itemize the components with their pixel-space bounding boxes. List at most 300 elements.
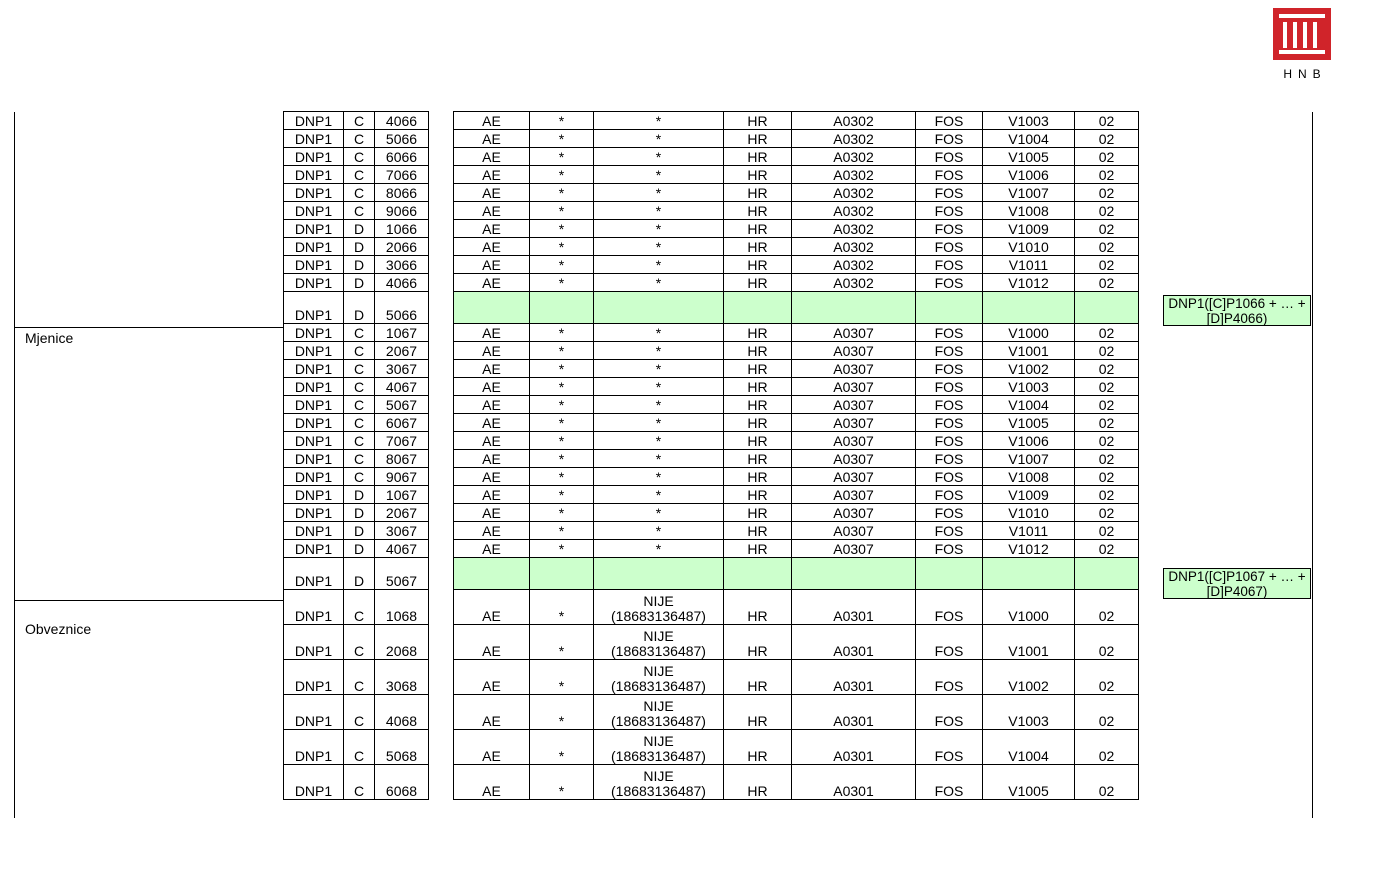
wildcard-cell: *	[530, 765, 594, 800]
table-row	[454, 765, 1139, 800]
sector-cell: AE	[454, 450, 530, 468]
wildcard-cell: *	[594, 450, 724, 468]
form-code-cell: DNP1	[284, 765, 344, 800]
position-code-cell: 1068	[375, 590, 429, 625]
wildcard-cell: *	[594, 414, 724, 432]
side-cell: D	[344, 256, 375, 274]
frame-right-border	[1312, 112, 1313, 818]
maturity-cell: 02	[1075, 432, 1139, 450]
table-row	[454, 432, 1139, 450]
empty-total-cell	[1075, 292, 1139, 324]
total-row	[454, 292, 1139, 324]
type-cell: FOS	[916, 112, 983, 130]
position-code-cell: 7066	[375, 166, 429, 184]
side-cell: C	[344, 184, 375, 202]
issuer-id-line: (18683136487)	[611, 713, 706, 729]
wildcard-cell: *	[594, 148, 724, 166]
type-cell: FOS	[916, 590, 983, 625]
maturity-cell: 02	[1075, 540, 1139, 558]
type-cell: FOS	[916, 468, 983, 486]
country-cell: HR	[724, 324, 792, 342]
position-code-cell: 5067	[375, 558, 429, 590]
empty-total-cell	[530, 292, 594, 324]
type-cell: FOS	[916, 256, 983, 274]
form-code-cell: DNP1	[284, 558, 344, 590]
form-code-cell: DNP1	[284, 360, 344, 378]
table-row	[454, 148, 1139, 166]
empty-total-cell	[1075, 558, 1139, 590]
maturity-cell: 02	[1075, 324, 1139, 342]
wildcard-cell: *	[530, 468, 594, 486]
issuer-line: NIJE	[643, 628, 674, 644]
form-code-cell: DNP1	[284, 324, 344, 342]
wildcard-cell: *	[594, 342, 724, 360]
issuer-line: NIJE	[643, 733, 674, 749]
table-row	[284, 450, 429, 468]
position-code-cell: 2066	[375, 238, 429, 256]
side-cell: C	[344, 396, 375, 414]
side-cell: C	[344, 660, 375, 695]
side-cell: C	[344, 625, 375, 660]
currency-cell: V1003	[983, 378, 1075, 396]
sector-cell: AE	[454, 730, 530, 765]
table-row	[284, 765, 429, 800]
instrument-cell: A0307	[792, 378, 916, 396]
wildcard-cell: *	[530, 112, 594, 130]
form-code-cell: DNP1	[284, 540, 344, 558]
sector-cell: AE	[454, 112, 530, 130]
maturity-cell: 02	[1075, 450, 1139, 468]
side-cell: C	[344, 166, 375, 184]
wildcard-cell: *	[530, 130, 594, 148]
table-row	[284, 378, 429, 396]
maturity-cell: 02	[1075, 468, 1139, 486]
currency-cell: V1006	[983, 432, 1075, 450]
form-code-cell: DNP1	[284, 274, 344, 292]
maturity-cell: 02	[1075, 396, 1139, 414]
total-row	[284, 292, 429, 324]
type-cell: FOS	[916, 450, 983, 468]
sector-cell: AE	[454, 148, 530, 166]
table-row	[284, 256, 429, 274]
currency-cell: V1002	[983, 360, 1075, 378]
country-cell: HR	[724, 450, 792, 468]
table-row	[284, 432, 429, 450]
wildcard-cell: *	[594, 486, 724, 504]
table-row	[454, 540, 1139, 558]
maturity-cell: 02	[1075, 660, 1139, 695]
table-row	[454, 130, 1139, 148]
instrument-cell: A0302	[792, 148, 916, 166]
form-code-cell: DNP1	[284, 486, 344, 504]
wildcard-cell: *	[594, 324, 724, 342]
side-cell: C	[344, 342, 375, 360]
maturity-cell: 02	[1075, 148, 1139, 166]
maturity-cell: 02	[1075, 765, 1139, 800]
side-cell: C	[344, 590, 375, 625]
wildcard-cell: *	[530, 148, 594, 166]
wildcard-cell: *	[594, 112, 724, 130]
table-row	[284, 468, 429, 486]
instrument-cell: A0302	[792, 184, 916, 202]
position-code-cell: 9067	[375, 468, 429, 486]
instrument-cell: A0301	[792, 695, 916, 730]
wildcard-cell: *	[594, 504, 724, 522]
type-cell: FOS	[916, 220, 983, 238]
wildcard-cell: *	[530, 378, 594, 396]
country-cell: HR	[724, 360, 792, 378]
country-cell: HR	[724, 522, 792, 540]
position-code-cell: 4066	[375, 274, 429, 292]
sector-cell: AE	[454, 342, 530, 360]
sector-cell: AE	[454, 590, 530, 625]
total-row	[284, 558, 429, 590]
currency-cell: V1004	[983, 130, 1075, 148]
wildcard-cell: *	[530, 342, 594, 360]
issuer-cell	[594, 625, 724, 660]
table-row	[454, 660, 1139, 695]
position-code-cell: 4067	[375, 540, 429, 558]
table-row	[284, 486, 429, 504]
type-cell: FOS	[916, 504, 983, 522]
sector-cell: AE	[454, 130, 530, 148]
instrument-cell: A0301	[792, 625, 916, 660]
empty-total-cell	[530, 558, 594, 590]
form-code-cell: DNP1	[284, 504, 344, 522]
table-row	[454, 625, 1139, 660]
wildcard-cell: *	[530, 324, 594, 342]
position-code-cell: 5066	[375, 130, 429, 148]
instrument-cell: A0307	[792, 360, 916, 378]
sector-cell: AE	[454, 540, 530, 558]
form-code-cell: DNP1	[284, 730, 344, 765]
wildcard-cell: *	[530, 730, 594, 765]
wildcard-cell: *	[530, 202, 594, 220]
sector-cell: AE	[454, 486, 530, 504]
form-code-cell: DNP1	[284, 590, 344, 625]
wildcard-cell: *	[530, 522, 594, 540]
maturity-cell: 02	[1075, 112, 1139, 130]
position-code-cell: 1066	[375, 220, 429, 238]
country-cell: HR	[724, 238, 792, 256]
wildcard-cell: *	[594, 540, 724, 558]
position-code-cell: 3067	[375, 522, 429, 540]
issuer-line: NIJE	[643, 768, 674, 784]
table-row	[454, 730, 1139, 765]
empty-total-cell	[724, 292, 792, 324]
table-row	[454, 414, 1139, 432]
sector-cell: AE	[454, 166, 530, 184]
side-cell: C	[344, 730, 375, 765]
currency-cell: V1006	[983, 166, 1075, 184]
table-row	[454, 256, 1139, 274]
maturity-cell: 02	[1075, 486, 1139, 504]
position-code-cell: 7067	[375, 432, 429, 450]
country-cell: HR	[724, 486, 792, 504]
wildcard-cell: *	[594, 166, 724, 184]
type-cell: FOS	[916, 324, 983, 342]
table-row	[284, 625, 429, 660]
wildcard-cell: *	[530, 414, 594, 432]
country-cell: HR	[724, 378, 792, 396]
maturity-cell: 02	[1075, 202, 1139, 220]
sector-cell: AE	[454, 695, 530, 730]
wildcard-cell: *	[530, 274, 594, 292]
table-row	[454, 522, 1139, 540]
instrument-cell: A0301	[792, 765, 916, 800]
category-divider	[14, 327, 283, 328]
wildcard-cell: *	[530, 184, 594, 202]
form-code-cell: DNP1	[284, 468, 344, 486]
country-cell: HR	[724, 432, 792, 450]
wildcard-cell: *	[594, 360, 724, 378]
side-cell: D	[344, 238, 375, 256]
sector-cell: AE	[454, 765, 530, 800]
instrument-cell: A0307	[792, 522, 916, 540]
issuer-line: NIJE	[643, 593, 674, 609]
table-row	[454, 360, 1139, 378]
currency-cell: V1000	[983, 324, 1075, 342]
currency-cell: V1004	[983, 396, 1075, 414]
table-row	[284, 730, 429, 765]
maturity-cell: 02	[1075, 274, 1139, 292]
sector-cell: AE	[454, 432, 530, 450]
type-cell: FOS	[916, 342, 983, 360]
currency-cell: V1007	[983, 184, 1075, 202]
empty-total-cell	[792, 292, 916, 324]
category-label-mjenice: Mjenice	[25, 330, 74, 346]
side-cell: D	[344, 504, 375, 522]
position-code-cell: 2068	[375, 625, 429, 660]
position-code-cell: 6067	[375, 414, 429, 432]
country-cell: HR	[724, 695, 792, 730]
sector-cell: AE	[454, 360, 530, 378]
wildcard-cell: *	[530, 540, 594, 558]
table-row	[284, 274, 429, 292]
empty-total-cell	[792, 558, 916, 590]
position-code-cell: 3067	[375, 360, 429, 378]
currency-cell: V1010	[983, 238, 1075, 256]
side-cell: C	[344, 414, 375, 432]
code-table	[283, 111, 429, 800]
currency-cell: V1003	[983, 695, 1075, 730]
form-code-cell: DNP1	[284, 166, 344, 184]
side-cell: C	[344, 695, 375, 730]
country-cell: HR	[724, 112, 792, 130]
sector-cell: AE	[454, 256, 530, 274]
issuer-line: NIJE	[643, 663, 674, 679]
wildcard-cell: *	[530, 486, 594, 504]
type-cell: FOS	[916, 730, 983, 765]
table-row	[454, 202, 1139, 220]
maturity-cell: 02	[1075, 184, 1139, 202]
country-cell: HR	[724, 660, 792, 695]
table-row	[454, 486, 1139, 504]
wildcard-cell: *	[530, 590, 594, 625]
side-cell: C	[344, 378, 375, 396]
sector-cell: AE	[454, 274, 530, 292]
maturity-cell: 02	[1075, 238, 1139, 256]
table-row	[454, 112, 1139, 130]
instrument-cell: A0307	[792, 450, 916, 468]
logo-text: HNB	[1283, 67, 1327, 81]
table-row	[284, 540, 429, 558]
instrument-cell: A0302	[792, 166, 916, 184]
type-cell: FOS	[916, 660, 983, 695]
currency-cell: V1007	[983, 450, 1075, 468]
type-cell: FOS	[916, 396, 983, 414]
sector-cell: AE	[454, 324, 530, 342]
maturity-cell: 02	[1075, 590, 1139, 625]
wildcard-cell: *	[594, 274, 724, 292]
type-cell: FOS	[916, 414, 983, 432]
issuer-id-line: (18683136487)	[611, 678, 706, 694]
table-row	[454, 468, 1139, 486]
instrument-cell: A0302	[792, 238, 916, 256]
empty-total-cell	[916, 292, 983, 324]
form-code-cell: DNP1	[284, 130, 344, 148]
side-cell: D	[344, 522, 375, 540]
form-code-cell: DNP1	[284, 450, 344, 468]
wildcard-cell: *	[594, 522, 724, 540]
wildcard-cell: *	[530, 504, 594, 522]
wildcard-cell: *	[594, 432, 724, 450]
wildcard-cell: *	[594, 238, 724, 256]
wildcard-cell: *	[594, 378, 724, 396]
position-code-cell: 6066	[375, 148, 429, 166]
wildcard-cell: *	[530, 450, 594, 468]
maturity-cell: 02	[1075, 522, 1139, 540]
currency-cell: V1008	[983, 468, 1075, 486]
country-cell: HR	[724, 414, 792, 432]
type-cell: FOS	[916, 486, 983, 504]
maturity-cell: 02	[1075, 360, 1139, 378]
type-cell: FOS	[916, 625, 983, 660]
side-cell: C	[344, 765, 375, 800]
position-code-cell: 3066	[375, 256, 429, 274]
instrument-cell: A0302	[792, 112, 916, 130]
currency-cell: V1010	[983, 504, 1075, 522]
form-code-cell: DNP1	[284, 148, 344, 166]
country-cell: HR	[724, 590, 792, 625]
form-code-cell: DNP1	[284, 112, 344, 130]
type-cell: FOS	[916, 540, 983, 558]
side-cell: D	[344, 540, 375, 558]
wildcard-cell: *	[530, 695, 594, 730]
category-divider	[14, 600, 283, 601]
currency-cell: V1005	[983, 765, 1075, 800]
form-code-cell: DNP1	[284, 238, 344, 256]
wildcard-cell: *	[594, 468, 724, 486]
table-row	[454, 274, 1139, 292]
sector-cell: AE	[454, 184, 530, 202]
currency-cell: V1004	[983, 730, 1075, 765]
instrument-cell: A0307	[792, 342, 916, 360]
position-code-cell: 5068	[375, 730, 429, 765]
position-code-cell: 8066	[375, 184, 429, 202]
sector-cell: AE	[454, 378, 530, 396]
bank-building-icon	[1273, 8, 1331, 60]
table-row	[284, 342, 429, 360]
table-row	[284, 166, 429, 184]
country-cell: HR	[724, 148, 792, 166]
type-cell: FOS	[916, 202, 983, 220]
currency-cell: V1009	[983, 486, 1075, 504]
position-code-cell: 5066	[375, 292, 429, 324]
form-code-cell: DNP1	[284, 660, 344, 695]
maturity-cell: 02	[1075, 378, 1139, 396]
table-row	[284, 660, 429, 695]
type-cell: FOS	[916, 274, 983, 292]
empty-total-cell	[983, 558, 1075, 590]
country-cell: HR	[724, 166, 792, 184]
table-row	[454, 396, 1139, 414]
position-code-cell: 5067	[375, 396, 429, 414]
empty-total-cell	[724, 558, 792, 590]
sector-cell: AE	[454, 220, 530, 238]
empty-total-cell	[454, 292, 530, 324]
wildcard-cell: *	[594, 130, 724, 148]
country-cell: HR	[724, 468, 792, 486]
table-row	[454, 238, 1139, 256]
issuer-cell	[594, 730, 724, 765]
form-code-cell: DNP1	[284, 522, 344, 540]
position-code-cell: 4068	[375, 695, 429, 730]
table-row	[454, 695, 1139, 730]
type-cell: FOS	[916, 184, 983, 202]
wildcard-cell: *	[594, 184, 724, 202]
wildcard-cell: *	[530, 660, 594, 695]
country-cell: HR	[724, 396, 792, 414]
side-cell: C	[344, 202, 375, 220]
currency-cell: V1009	[983, 220, 1075, 238]
position-code-cell: 6068	[375, 765, 429, 800]
side-cell: C	[344, 130, 375, 148]
maturity-cell: 02	[1075, 130, 1139, 148]
table-row	[284, 324, 429, 342]
hnb-logo	[1273, 8, 1331, 88]
country-cell: HR	[724, 342, 792, 360]
instrument-cell: A0307	[792, 432, 916, 450]
table-row	[284, 202, 429, 220]
issuer-id-line: (18683136487)	[611, 748, 706, 764]
table-row	[284, 184, 429, 202]
type-cell: FOS	[916, 360, 983, 378]
total-row	[454, 558, 1139, 590]
empty-total-cell	[594, 292, 724, 324]
wildcard-cell: *	[594, 256, 724, 274]
position-code-cell: 2067	[375, 504, 429, 522]
table-row	[284, 414, 429, 432]
maturity-cell: 02	[1075, 256, 1139, 274]
table-row	[454, 184, 1139, 202]
table-row	[454, 590, 1139, 625]
sum-formula: DNP1([C]P1067 + … + [D]P4067)	[1163, 568, 1311, 599]
wildcard-cell: *	[594, 202, 724, 220]
side-cell: C	[344, 360, 375, 378]
side-cell: D	[344, 274, 375, 292]
issuer-cell	[594, 765, 724, 800]
currency-cell: V1001	[983, 342, 1075, 360]
instrument-cell: A0301	[792, 660, 916, 695]
sector-cell: AE	[454, 625, 530, 660]
form-code-cell: DNP1	[284, 396, 344, 414]
empty-total-cell	[916, 558, 983, 590]
table-row	[284, 504, 429, 522]
table-row	[284, 238, 429, 256]
currency-cell: V1001	[983, 625, 1075, 660]
form-code-cell: DNP1	[284, 342, 344, 360]
